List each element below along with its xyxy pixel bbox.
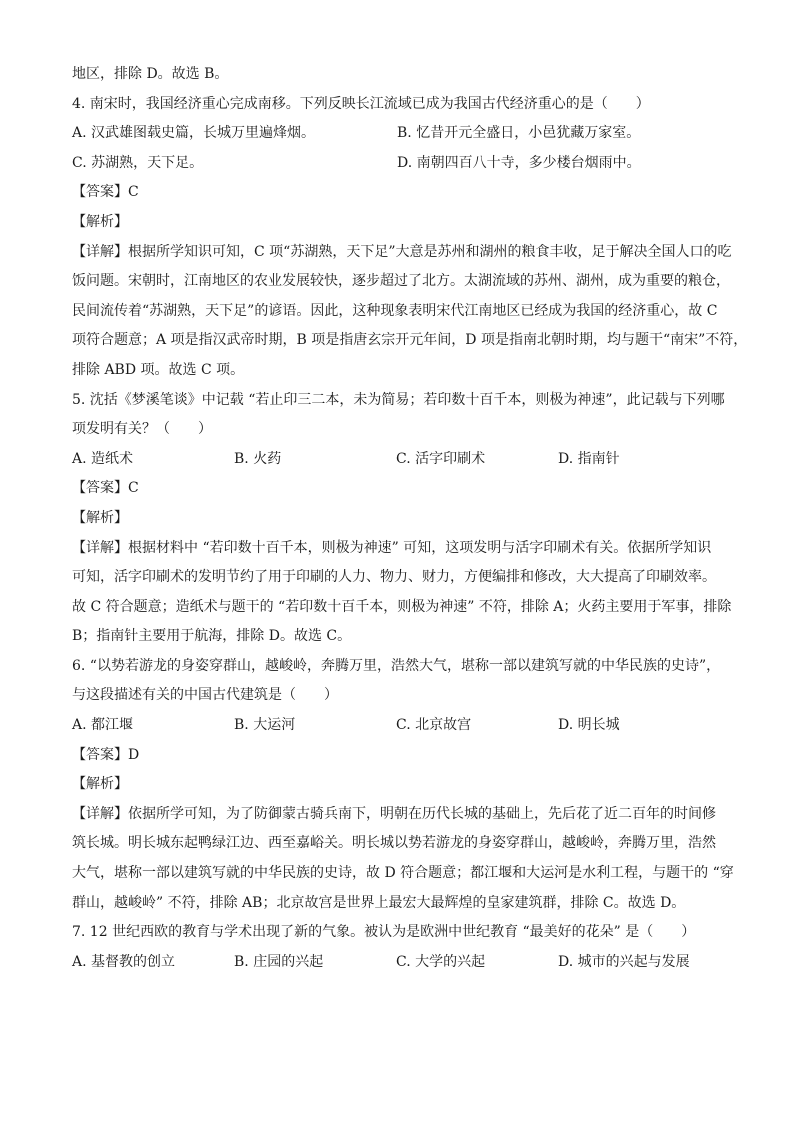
- detail-line: 项符合题意；A 项是指汉武帝时期，B 项是指唐玄宗开元年间，D 项是指南北朝时期，均与题干“南宋”不符，: [72, 332, 748, 349]
- answer-value: C: [128, 480, 139, 497]
- option-c: C. 苏湖熟，天下足。: [72, 154, 204, 171]
- question-5-options: [72, 445, 724, 475]
- analysis-tag: 【解析】: [72, 509, 128, 526]
- question-4-stem: 4. 南宋时，我国经济重心完成南移。下列反映长江流域已成为我国古代经济重心的是（ ）: [72, 95, 650, 112]
- detail-text: 依据所学可知，为了防御蒙古骑兵南下，明朝在历代长城的基础上，先后花了近二百年的时间修: [128, 805, 716, 822]
- question-7-options: [72, 948, 724, 978]
- option-d: D. 城市的兴起与发展: [558, 953, 690, 970]
- detail-line: [72, 534, 724, 564]
- analysis-tag: 【解析】: [72, 776, 128, 793]
- document-page: [72, 60, 748, 977]
- option-b: B. 火药: [234, 450, 282, 467]
- question-6-options: [72, 711, 724, 741]
- detail-line: [72, 800, 724, 830]
- text-line: 地区，排除 D。故选 B。: [72, 66, 229, 82]
- detail-line: 可知，活字印刷术的发明节约了用于印刷的人力、物力、财力，方便编排和修改，大大提高了印刷效率。: [72, 569, 716, 586]
- detail-line: 筑长城。明长城东起鸭绿江边、西至嘉峪关。明长城以势若游龙的身姿穿群山，越峻岭，奔腾万里，浩然: [72, 835, 716, 852]
- detail-line: 群山，越峻岭” 不符，排除 AB；北京故宫是世界上最宏大最辉煌的皇家建筑群，排除 C。故选 D。: [72, 894, 686, 911]
- answer-line: [72, 474, 724, 504]
- detail-line: 故 C 符合题意；造纸术与题干的 “若印数十百千本，则极为神速” 不符，排除 A；火药主要用于军事，排除: [72, 598, 732, 615]
- option-b: B. 忆昔开元全盛日，小邑犹藏万家室。: [397, 125, 641, 142]
- analysis-tag: 【解析】: [72, 213, 128, 230]
- option-b: B. 大运河: [234, 717, 296, 734]
- question-7-stem: 7. 12 世纪西欧的教育与学术出现了新的气象。被认为是欧洲中世纪教育 “最美好的花朵” 是（ ）: [72, 924, 696, 941]
- detail-text: 根据所学知识可知，C 项“苏湖熟，天下足”大意是苏州和湖州的粮食丰收，足于解决全国人口的吃: [128, 243, 732, 260]
- option-d: D. 指南针: [558, 450, 620, 467]
- detail-line: B；指南针主要用于航海，排除 D。故选 C。: [72, 628, 352, 645]
- detail-tag: 【详解】: [72, 243, 128, 260]
- question-4-options-row-2: [72, 149, 724, 179]
- answer-tag: 【答案】: [72, 746, 128, 763]
- option-b: B. 庄园的兴起: [234, 953, 324, 970]
- option-c: C. 大学的兴起: [396, 953, 486, 970]
- answer-value: D: [128, 746, 140, 763]
- detail-tag: 【详解】: [72, 805, 128, 822]
- question-6-stem-cont: 与这段描述有关的中国古代建筑是（ ）: [72, 687, 338, 704]
- answer-line: [72, 178, 724, 208]
- detail-text: 根据材料中 “若印数十百千本，则极为神速” 可知，这项发明与活字印刷术有关。依据所学知识: [128, 539, 712, 556]
- detail-line: 大气，堪称一部以建筑写就的中华民族的史诗，故 D 符合题意；都江堰和大运河是水利工程，与题干的 “穿: [72, 865, 734, 882]
- option-c: C. 活字印刷术: [396, 450, 486, 467]
- option-d: D. 明长城: [558, 717, 620, 734]
- option-a: A. 都江堰: [72, 717, 134, 734]
- option-a: A. 造纸术: [72, 450, 134, 467]
- option-c: C. 北京故宫: [396, 717, 472, 734]
- option-a: A. 基督教的创立: [72, 953, 176, 970]
- detail-line: 排除 ABD 项。故选 C 项。: [72, 361, 245, 378]
- detail-line: 饭问题。宋朝时，江南地区的农业发展较快，逐步超过了北方。太湖流域的苏州、湖州，成为重要的粮仓，: [72, 273, 730, 290]
- option-a: A. 汉武雄图载史篇，长城万里遍烽烟。: [72, 125, 316, 142]
- question-5-stem: 5. 沈括《梦溪笔谈》中记载 “若止印三二本，未为简易；若印数十百千本，则极为神速”，此记载与下列哪: [72, 391, 725, 408]
- detail-tag: 【详解】: [72, 539, 128, 556]
- option-d: D. 南朝四百八十寺，多少楼台烟雨中。: [397, 154, 641, 171]
- answer-value: C: [128, 184, 139, 201]
- detail-line: [72, 238, 732, 268]
- question-6-stem: 6. “以势若游龙的身姿穿群山，越峻岭，奔腾万里，浩然大气，堪称一部以建筑写就的中华民族的史诗”，: [72, 657, 721, 674]
- answer-tag: 【答案】: [72, 480, 128, 497]
- answer-tag: 【答案】: [72, 184, 128, 201]
- question-4-options-row-1: [72, 119, 724, 149]
- detail-line: 民间流传着“苏湖熟，天下足”的谚语。因此，这种现象表明宋代江南地区已经成为我国的经济重心，故 C: [72, 302, 718, 319]
- answer-line: [72, 741, 724, 771]
- question-5-stem-cont: 项发明有关？（ ）: [72, 421, 212, 438]
